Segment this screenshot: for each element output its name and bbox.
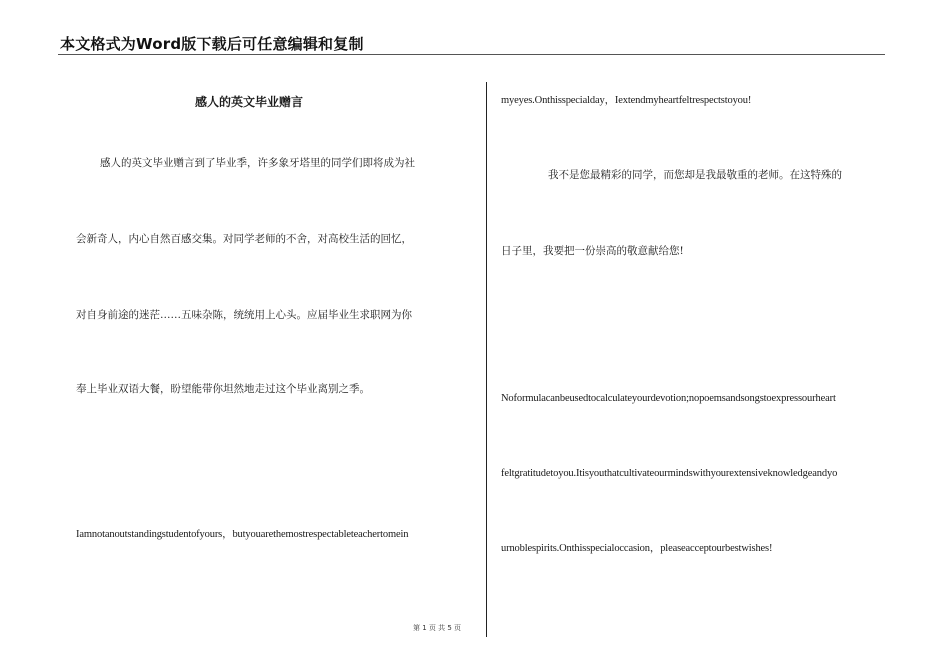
left-column-line: Iamnotanoutstandingstudentofyours，butyouarethemostrespectableteachertomein: [76, 529, 409, 540]
left-column-line: 感人的英文毕业赠言到了毕业季，许多象牙塔里的同学们即将成为社: [100, 157, 415, 169]
page-number: 第 1 页 共 5 页: [413, 624, 462, 632]
right-column-line: urnoblespirits.Onthisspecialoccasion，pleaseacceptourbestwishes!: [501, 543, 773, 554]
left-column-line: 会新奇人，内心自然百感交集。对同学老师的不舍，对高校生活的回忆，: [76, 233, 412, 245]
left-column-line: 奉上毕业双语大餐，盼望能带你坦然地走过这个毕业离别之季。: [76, 383, 370, 395]
right-column-line: Noformulacanbeusedtocalculateyourdevotion;nopoemsandsongstoexpressourheart: [501, 393, 836, 404]
banner-divider: [58, 54, 885, 55]
column-divider: [486, 82, 487, 637]
right-column-line: feltgratitudetoyou.Itisyouthatcultivateourmindswithyourextensiveknowledgeandyo: [501, 468, 838, 479]
left-column-line: 对自身前途的迷茫……五味杂陈，统统用上心头。应届毕业生求职网为你: [76, 309, 412, 321]
right-column-line: 日子里，我要把一份崇高的敬意献给您!: [501, 245, 684, 257]
right-column-line: myeyes.Onthisspecialday，Iextendmyheartfeltrespectstoyou!: [501, 95, 752, 106]
right-column-line: 我不是您最精彩的同学，而您却是我最敬重的老师。在这特殊的: [548, 169, 842, 181]
page-title: 感人的英文毕业赠言: [195, 95, 304, 109]
document-banner: 本文格式为Word版下载后可任意编辑和复制: [60, 35, 364, 53]
